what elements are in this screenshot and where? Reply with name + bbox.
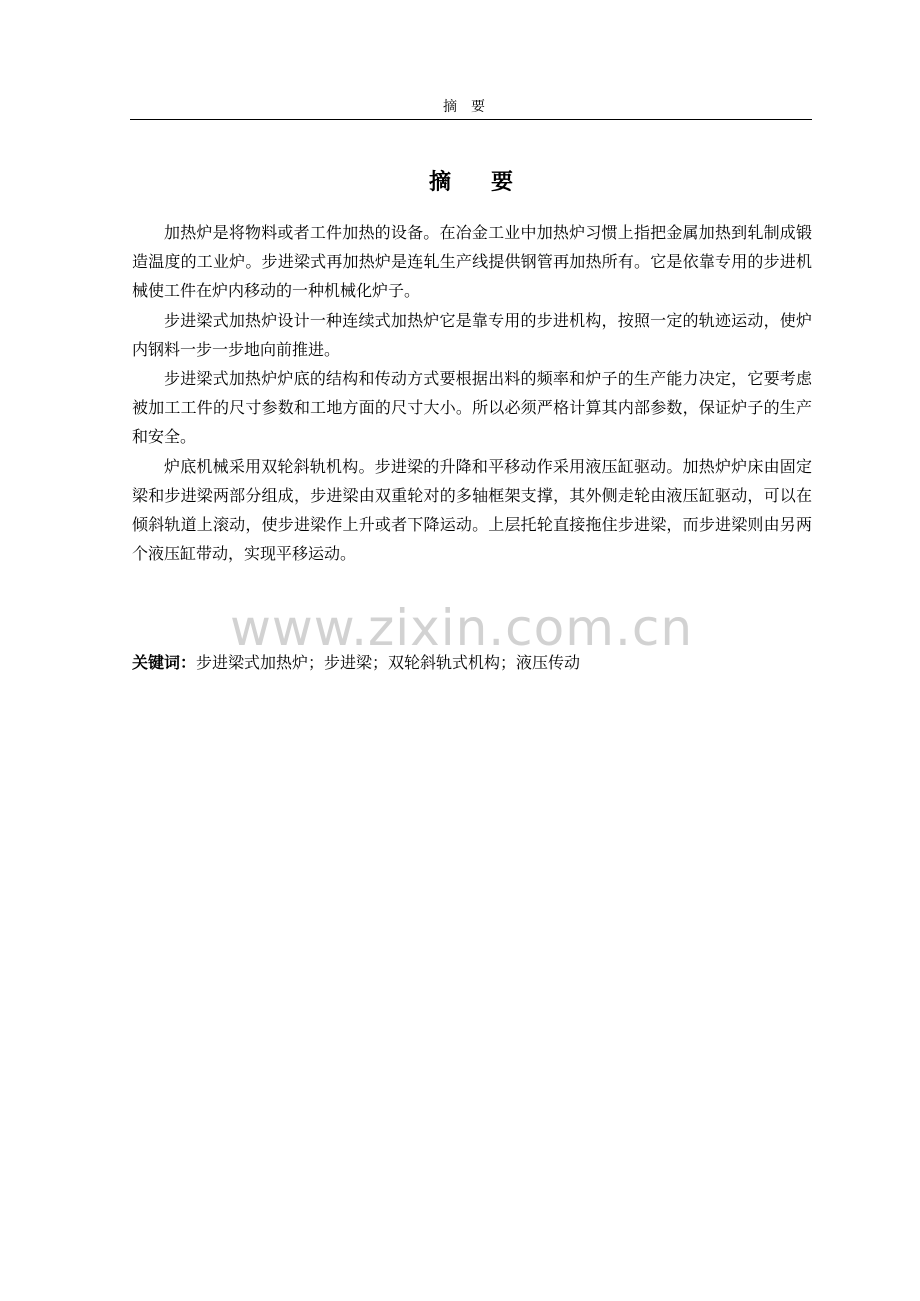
keywords-value: 步进梁式加热炉；步进梁；双轮斜轨式机构；液压传动 [196,653,581,672]
paragraph: 加热炉是将物料或者工件加热的设备。在冶金工业中加热炉习惯上指把金属加热到轧制成锻造温度的工业炉。步进梁式再加热炉是连轧生产线提供钢管再加热所有。它是依靠专用的步进机械使工件在炉内移动的一种机械化炉子。 [132,223,812,301]
running-header: 摘要 [443,99,499,115]
watermark: www.zixin.com.cn [230,599,694,657]
paragraph: 步进梁式加热炉设计一种连续式加热炉它是靠专用的步进机构，按照一定的轨迹运动，使炉内钢料一步一步地向前推进。 [132,310,812,359]
abstract-body [132,218,812,568]
keywords-label: 关键词： [132,653,197,672]
paragraph: 炉底机械采用双轮斜轨机构。步进梁的升降和平移动作采用液压缸驱动。加热炉炉床由固定梁和步进梁两部分组成，步进梁由双重轮对的多轴框架支撑，其外侧走轮由液压缸驱动，可以在倾斜轨道上滚动，使步进梁作上升或者下降运动。上层托轮直接拖住步进梁，而步进梁则由另两个液压缸带动，实现平移运动。 [132,456,812,564]
header-divider [130,119,812,120]
page-title: 摘要 [428,170,553,195]
keywords-line [132,649,812,677]
paragraph: 步进梁式加热炉炉底的结构和传动方式要根据出料的频率和炉子的生产能力决定，它要考虑被加工工件的尺寸参数和工地方面的尺寸大小。所以必须严格计算其内部参数，保证炉子的生产和安全。 [132,369,812,447]
